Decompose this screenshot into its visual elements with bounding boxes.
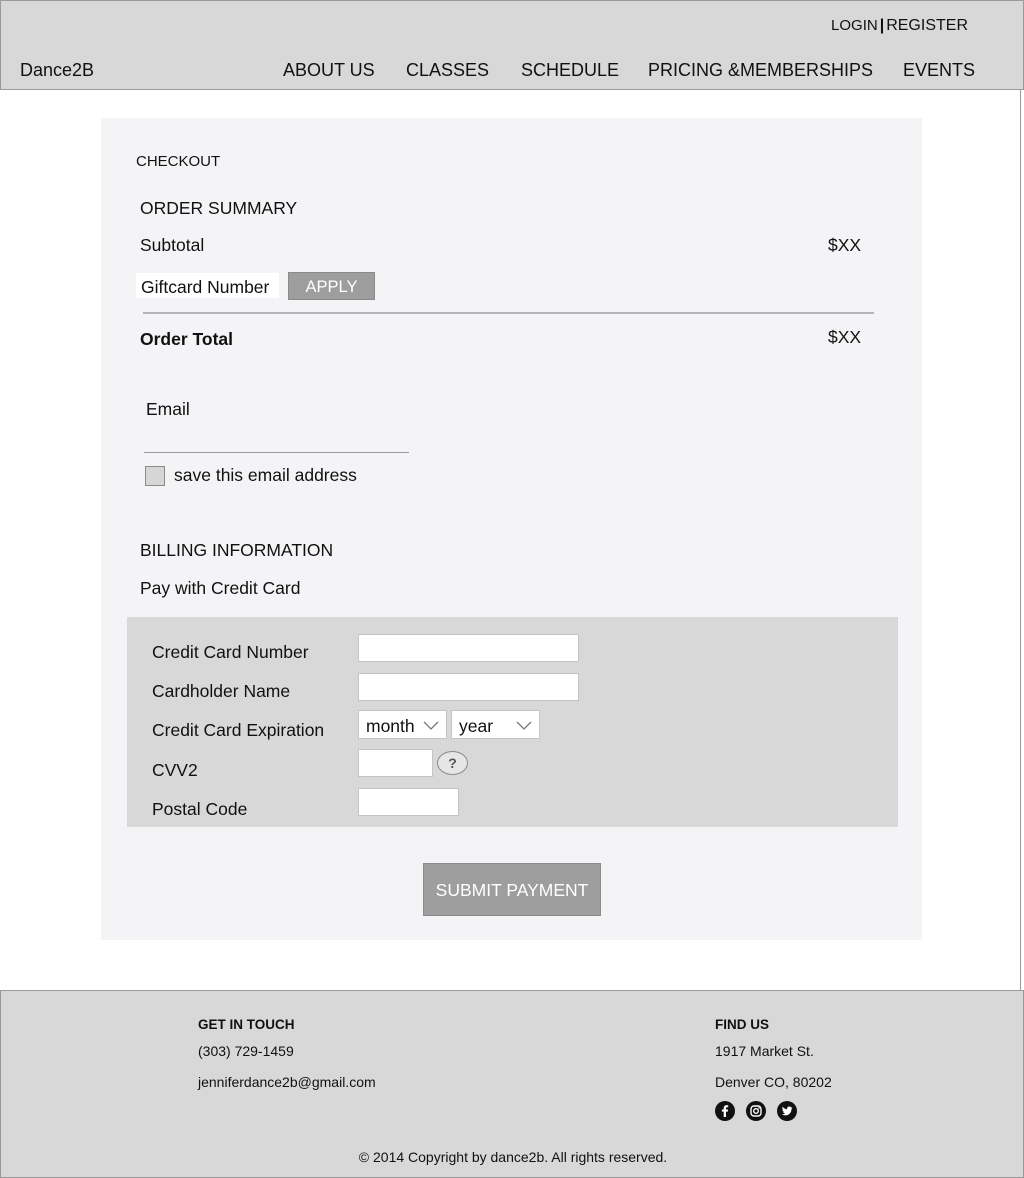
- instagram-icon[interactable]: [746, 1101, 766, 1121]
- expiration-month-select[interactable]: [358, 710, 447, 739]
- cvv-help-icon[interactable]: ?: [437, 751, 468, 775]
- checkout-title: CHECKOUT: [136, 153, 221, 170]
- chevron-down-icon: [516, 721, 532, 730]
- page-border: [1020, 90, 1021, 990]
- order-total-label: Order Total: [140, 329, 234, 349]
- auth-separator: |: [879, 17, 885, 34]
- subtotal-label: Subtotal: [140, 235, 205, 255]
- email-input[interactable]: [144, 423, 409, 451]
- postal-code-label: Postal Code: [152, 799, 248, 819]
- subtotal-value: $XX: [828, 235, 862, 255]
- pay-method-label: Pay with Credit Card: [140, 578, 301, 598]
- checkout-panel: [101, 118, 922, 940]
- month-select-value: month: [366, 716, 415, 736]
- email-input-underline: [144, 452, 409, 453]
- address-line-1: 1917 Market St.: [715, 1043, 814, 1059]
- expiration-year-select[interactable]: [451, 710, 540, 739]
- card-number-label: Credit Card Number: [152, 642, 309, 662]
- credit-card-form: [127, 617, 898, 827]
- site-header: [0, 0, 1024, 90]
- cardholder-input[interactable]: [358, 673, 579, 701]
- expiration-label: Credit Card Expiration: [152, 720, 325, 740]
- year-select-value: year: [459, 716, 494, 736]
- card-number-input[interactable]: [358, 634, 579, 662]
- nav-classes[interactable]: CLASSES: [406, 60, 490, 80]
- nav-pricing-memberships[interactable]: PRICING &MEMBERSHIPS: [648, 60, 874, 80]
- email-label: Email: [146, 399, 190, 419]
- submit-payment-button[interactable]: SUBMIT PAYMENT: [423, 863, 601, 916]
- save-email-checkbox[interactable]: [145, 466, 165, 486]
- nav-schedule[interactable]: SCHEDULE: [521, 60, 620, 80]
- address-line-2: Denver CO, 80202: [715, 1074, 832, 1090]
- location-heading: FIND US: [715, 1017, 769, 1032]
- nav-events[interactable]: EVENTS: [903, 60, 976, 80]
- apply-giftcard-button[interactable]: APPLY: [288, 272, 375, 300]
- auth-links: [831, 17, 968, 35]
- order-summary-heading: ORDER SUMMARY: [140, 198, 298, 218]
- nav-about-us[interactable]: ABOUT US: [283, 60, 375, 80]
- contact-email[interactable]: jenniferdance2b@gmail.com: [198, 1074, 376, 1090]
- copyright-text: © 2014 Copyright by dance2b. All rights reserved.: [358, 1149, 668, 1165]
- summary-divider: [143, 312, 874, 314]
- billing-heading: BILLING INFORMATION: [140, 540, 334, 560]
- site-logo[interactable]: Dance2B: [20, 60, 95, 80]
- cvv-label: CVV2: [152, 760, 198, 780]
- save-email-label[interactable]: save this email address: [174, 465, 357, 485]
- site-footer: [0, 990, 1024, 1178]
- cvv-input[interactable]: [358, 749, 433, 777]
- contact-phone[interactable]: (303) 729-1459: [198, 1043, 294, 1059]
- twitter-icon[interactable]: [777, 1101, 797, 1121]
- order-total-value: $XX: [828, 327, 862, 347]
- login-link[interactable]: LOGIN: [831, 17, 878, 34]
- contact-heading: GET IN TOUCH: [198, 1017, 295, 1032]
- cardholder-label: Cardholder Name: [152, 681, 291, 701]
- giftcard-input[interactable]: Giftcard Number: [136, 273, 279, 298]
- register-link[interactable]: REGISTER: [886, 17, 968, 34]
- facebook-icon[interactable]: [715, 1101, 735, 1121]
- chevron-down-icon: [423, 721, 439, 730]
- postal-code-input[interactable]: [358, 788, 459, 816]
